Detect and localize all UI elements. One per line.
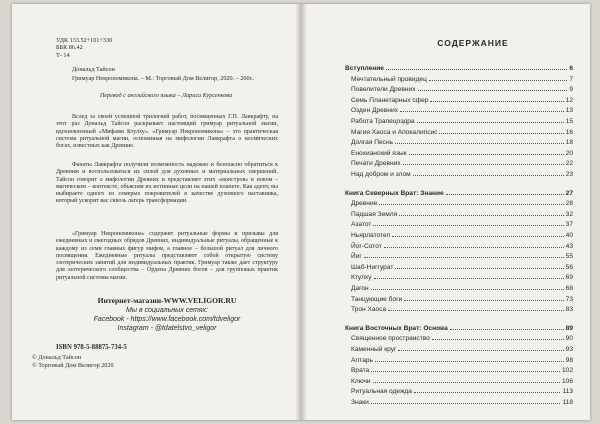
translation-credit: Перевод с английского языка – Лариса Курсенкова — [99, 92, 233, 99]
toc-entry — [345, 126, 573, 136]
author-name: Дональд Тайсон — [72, 66, 115, 73]
toc-leader-dots — [398, 350, 563, 351]
toc-leader-dots — [371, 403, 561, 404]
toc-entry-label: Над добром и злом — [351, 171, 411, 178]
toc-leader-dots — [450, 329, 564, 330]
toc-leader-dots — [364, 257, 564, 258]
toc-entry — [345, 332, 573, 342]
toc-leader-dots — [418, 90, 568, 91]
toc-entry — [345, 261, 573, 271]
udk-code: УДК 133.52+101+330 — [56, 37, 113, 44]
toc-entry — [345, 303, 573, 313]
toc-entry — [345, 104, 573, 114]
toc-entry-page: 56 — [565, 263, 573, 271]
toc-leader-dots — [413, 175, 564, 176]
toc-leader-dots — [392, 236, 563, 237]
imprint-page — [12, 4, 299, 420]
toc-entry — [345, 62, 573, 72]
toc-entry — [345, 73, 573, 83]
toc-entry-label: Ктулху — [351, 274, 372, 282]
toc-entry — [345, 293, 573, 303]
toc-entry-label: Долгая Песнь — [351, 139, 394, 147]
toc-entry — [345, 197, 573, 207]
toc-entry-page: 43 — [565, 242, 573, 250]
toc-entry-label: Повелители Древних — [351, 86, 416, 94]
toc-entry — [345, 83, 573, 93]
toc-leader-dots — [414, 392, 561, 393]
toc-entry — [345, 396, 573, 406]
toc-entry-page: 90 — [565, 335, 573, 343]
toc-entry-page: 28 — [565, 200, 573, 208]
toc-leader-dots — [430, 101, 563, 102]
toc-leader-dots — [409, 154, 564, 155]
copyright-author: © Дональд Тайсон — [32, 354, 82, 361]
toc-entry-label: Дагон — [351, 285, 369, 292]
toc-entry-page: 22 — [565, 160, 573, 168]
toc-entry — [345, 364, 573, 374]
toc-entry-label: Книга Северных Врат: Знание — [345, 189, 444, 197]
toc-entry-page: 89 — [565, 324, 573, 332]
toc-entry — [345, 282, 573, 292]
toc-entry-page: 23 — [565, 171, 573, 178]
toc-entry — [345, 229, 573, 239]
toc-entry-label: Работа Трапецоэдра — [351, 118, 415, 125]
toc-entry-label: Каменный круг — [351, 346, 397, 353]
toc-leader-dots — [371, 371, 560, 372]
toc-entry-label: Енохианский язык — [351, 149, 407, 157]
toc-entry-page: 73 — [565, 295, 573, 303]
toc-entry — [345, 168, 573, 178]
toc-entry-page: 18 — [565, 139, 573, 147]
toc-entry-label: Книга Восточных Врат: Основа — [345, 324, 448, 332]
toc-entry-label: Семь Планетарных сфер — [351, 96, 429, 104]
toc-entry-page: 16 — [565, 128, 573, 136]
toc-entry-page: 102 — [561, 367, 573, 375]
bbk-code: ББК 86.42 — [56, 44, 83, 51]
toc-entry-label: Древние — [351, 200, 378, 208]
annotation-paragraph-1: Вслед за своей успешной трилогией работ, посвященных Г.П. Лавкрафту, на этот раз Дональд Тайсон раскрывает настоящий гримуар ритуальной магии, вдохновленный «Мифами Ктулху». «Гримуар Некрономикона» – это практическая система ритуальной магии, основанная на мифологии Лавкрафта о космических богах, известных как Древние. — [56, 114, 278, 150]
toc-entry-label: Йог-Сотот — [351, 242, 382, 250]
annotation-paragraph-2: Фанаты Лавкрафта получили возможность надежно и безопасно обратиться к Древним и воспользоваться их силой для духовных и материальных свершений. Тайсон говорит о мифологии Древних и представляет этих «монстров» в новом – магическом – контексте, объясняя их истинные цели на нашей планете. Как адепт, вы выбираете одного из семерых покровителей в качестве духовного наставника, который ускорит вас сквозь лагерь трансформации. — [56, 162, 278, 205]
toc-leader-dots — [386, 69, 567, 70]
toc-leader-dots — [399, 215, 563, 216]
toc-entry-page: 9 — [569, 86, 573, 94]
toc-entry-label: Магия Хаоса и Апокалипсис — [351, 128, 438, 136]
toc-entry-page: 12 — [565, 96, 573, 104]
toc-entry-page: 55 — [565, 253, 573, 261]
toc-leader-dots — [400, 111, 564, 112]
toc-leader-dots — [375, 361, 564, 362]
toc-entry-page: 106 — [561, 377, 573, 385]
toc-entry — [345, 157, 573, 167]
toc-leader-dots — [388, 310, 563, 311]
toc-entry-label: Ньярлатотеп — [351, 232, 391, 239]
toc-entry — [345, 115, 573, 125]
toc-entry-label: Шаб-Ниггурат — [351, 263, 394, 271]
toc-entry — [345, 147, 573, 157]
toc-entry-label: Ключи — [351, 377, 371, 385]
toc-entry-label: Знаки — [351, 399, 369, 406]
toc-entry-label: Азатот — [351, 221, 372, 229]
toc-entry-page: 118 — [562, 399, 573, 406]
toc-leader-dots — [374, 278, 564, 279]
toc-entry — [345, 187, 573, 197]
toc-entry-page: 15 — [565, 118, 573, 125]
toc-leader-dots — [404, 300, 563, 301]
toc-entry-label: Ритуальная одежда — [351, 388, 412, 396]
toc-leader-dots — [379, 204, 563, 205]
toc-entry-page: 98 — [565, 356, 573, 364]
social-intro: Мы в социальных сетях: — [126, 307, 208, 314]
instagram-link: Instagram - @tdatelstvo_veligor — [117, 325, 217, 332]
annotation-paragraph-3: «Гримуар Некрономикона» содержит ритуальные формы и призывы для ежедневных и ежегодных обрядов Древних, индивидуальные ритуалы, обращенные к каждому из семи главных фигур мифов, а главное – большой ритуал для личного посвящения. Ежедневные ритуалы представляют собой открытую систему эзотерических занятий для индивидуальных практик. Гримуар также дает структуру для эзотерического сообщества – Ордена Древних богов – для групповых практик ритуальной системы магии. — [56, 231, 278, 281]
toc-entry — [345, 240, 573, 250]
copyright-publisher: © Торговый Дом Велигор 2020 — [32, 362, 114, 369]
toc-leader-dots — [432, 339, 564, 340]
toc-leader-dots — [373, 382, 560, 383]
facebook-link: Facebook - https://www.facebook.com/tdveligor — [93, 316, 241, 323]
toc-entry — [345, 354, 573, 364]
contents-title: СОДЕРЖАНИЕ — [437, 38, 509, 48]
toc-entry — [345, 343, 573, 353]
book-spread — [12, 4, 590, 420]
toc-entry-label: Врата — [351, 367, 370, 375]
website-line: Интернет-магазин-WWW.VELIGOR.RU — [97, 296, 237, 305]
toc-entry-page: 40 — [565, 232, 573, 239]
toc-entry-label: Алтарь — [351, 356, 373, 364]
book-reference: Гримуар Некрономикона. – М.: Торговый Дом Велигор, 2020. – 260с. — [72, 75, 254, 82]
toc-leader-dots — [446, 194, 564, 195]
toc-leader-dots — [417, 122, 564, 123]
toc-entry — [345, 271, 573, 281]
toc-entry-label: Священное пространство — [351, 335, 430, 343]
toc-entry — [345, 136, 573, 146]
toc-entry-page: 69 — [565, 274, 573, 282]
toc-entry-page: 6 — [569, 65, 573, 72]
toc-entry — [345, 218, 573, 228]
toc-entry — [345, 375, 573, 385]
isbn: ISBN 978-5-88875-734-5 — [56, 344, 127, 351]
toc-entry — [345, 208, 573, 218]
contents-page — [303, 4, 590, 420]
toc-leader-dots — [439, 133, 563, 134]
toc-entry-page: 113 — [562, 388, 573, 396]
toc-entry — [345, 94, 573, 104]
toc-entry-label: Трон Хаоса — [351, 306, 387, 314]
toc-entry-label: Печати Древних — [351, 160, 401, 168]
toc-entry-label: Мечтательный провидец — [351, 75, 427, 83]
author-code: Т- 14 — [56, 52, 70, 59]
toc-entry-label: Падшая Земля — [351, 210, 398, 218]
toc-entry-page: 68 — [565, 285, 573, 292]
toc-leader-dots — [373, 225, 563, 226]
toc-leader-dots — [403, 164, 564, 165]
toc-entry-page: 27 — [565, 189, 573, 197]
toc-entry-page: 37 — [565, 221, 573, 229]
toc-entry-label: Вступление — [345, 65, 384, 72]
toc-entry-label: Озден Древних — [351, 107, 398, 115]
toc-entry — [345, 322, 573, 332]
toc-entry-page: 93 — [565, 346, 573, 353]
toc-entry-label: Йиг — [351, 253, 362, 261]
toc-entry-page: 7 — [569, 75, 573, 83]
toc-entry-page: 32 — [565, 210, 573, 218]
toc-entry-page: 13 — [565, 107, 573, 115]
toc-entry-page: 83 — [565, 306, 573, 314]
toc-leader-dots — [384, 247, 564, 248]
toc-leader-dots — [395, 143, 564, 144]
toc-entry — [345, 385, 573, 395]
toc-leader-dots — [429, 80, 567, 81]
toc-leader-dots — [371, 289, 564, 290]
toc-entry — [345, 250, 573, 260]
toc-leader-dots — [395, 268, 563, 269]
toc-entry-page: 20 — [565, 149, 573, 157]
toc-entry-label: Танцующие боги — [351, 295, 403, 303]
